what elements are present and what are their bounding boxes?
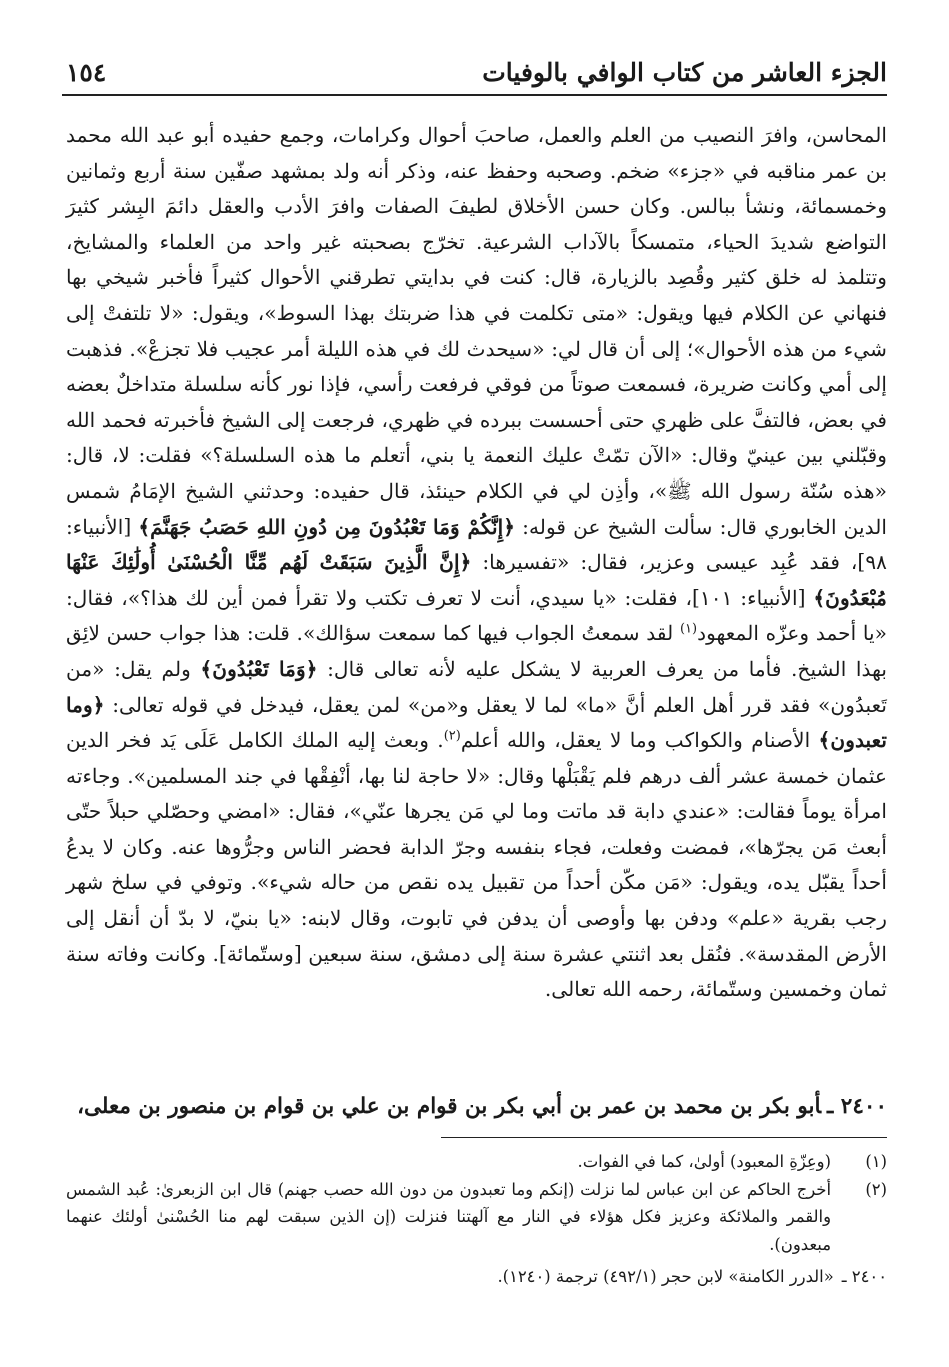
text-segment: ولم يقل: «من تَعبدُون» فقد قرر أهل العلم أنَّ «ما» لما لا يعقل و«من» لمن يعقل، فيدخل في قوله تعالى: [66,656,887,717]
footnote-text: (وعِزّةِ المعبود) أولىٰ، كما في الفوات. [577,1152,831,1171]
entry-source-note [66,1263,887,1291]
footnotes [66,1148,887,1291]
footnote-reference[interactable]: (٢) [443,728,461,744]
main-paragraph [66,118,887,1008]
footnote-reference[interactable]: (١) [679,621,698,637]
text-segment: لقد سمعتُ الجواب فيها كما سمعت سؤالك». قلت: هذا جواب حسن لائِق بهذا الشيخ. فأما من يعرف العربية لا يشكل عليه لأنه تعالى قال: [66,621,887,681]
text-segment: . وبعث إليه الملك الكامل عَلَى يَد فخر الدين عثمان خمسة عشر ألف درهم فلم يَقْبَلْها وقال: «لا حاجة لنا بها، أنْفِقْها في جند المسلمين». وجاءته امرأة يوماً فقالت: «عندي دابة قد ماتت وما لي مَن يجرها عنّي»، فقال: «امضي وحصّلي حبلاً حتّى أبعث مَن يجرّها»، فمضت وفعلت، فجاء بنفسه وجرّ الدابة فحضر الناس وجرُّوها عنه. وكان لا يدعُ أحداً يقبّل يده، ويقول: «مَن مكّن أحداً من تقبيل يده نقص من حاله شيء». وتوفي في سلخ شهر رجب بقرية «علم» ودفن بها وأوصى أن يدفن في تابوت، وقال لابنه: «يا بنيّ، لا بدّ أن أنقل إلى الأرض المقدسة». فنُقل بعد اثنتي عشرة سنة إلى دمشق، سنة سبعين [وستّمائة]. وكانت وفاته سنة ثمان وخمسين وستّمائة، رحمه الله تعالى. [66,728,887,1002]
text-segment: [الأنبياء: ١٠١]، فقلت: «يا سيدي، أنت لا تعرف تكتب ولا تقرأ فمن أين لك هذا؟»، فقال: «يا أحمد وعزّه المعهود [66,585,887,646]
text-segment: المحاسن، وافرَ النصيب من العلم والعمل، صاحبَ أحوال وكرامات، وجمع حفيده أبو عبد الله محمد بن عمر مناقبه في «جزء» ضخم. وصحبه وحفظ عنه، وذكر أنه ولد بمشهد صفّين سنة أربع وثمانين وخمسمائة، ونشأ ببالس. وكان حسن الأخلاق لطيفَ الصفات وافرَ الأدب والعقل دائمَ البِشر كثيرَ التواضع شديدَ الحياء، متمسكاً بالآداب الشرعية. تخرّج بصحبته غير واحد من العلماء والمشايخ، وتتلمذ له خلق كثير وقُصِد بالزيارة، قال: كنت في بدايتي تطرقني الأحوال كثيراً فأخبر شيخي بها فنهاني عن الكلام فيها ويقول: «متى تكلمت في هذا ضربتك بهذا السوط»، ويقول: «لا تلتفتْ إلى شيء من هذه الأحوال»؛ إلى أن قال لي: «سيحدث لك في هذه الليلة أمر عجيب فلا تجزعْ». فذهبت إلى أمي وكانت ضريرة، فسمعت صوتاً من فوقي فرفعت رأسي، فإذا نور كأنه سلسلة متداخلٌ بعضه في بعض، فالتفَّ على ظهري حتى أحسست ببرده في ظهري، فرجعت إلى الشيخ فأخبرته فحمد الله وقبّلني بين عينيّ وقال: «الآن تمّتْ عليك النعمة يا بني، أتعلم ما هذه السلسلة؟» فقلت: لا، قال: «هذه سُنّة رسول الله ﷺ»، وأذِن لي في الكلام حينئذ، قال حفيده: وحدثني الشيخ الإمَامُ شمس الدين الخابوري قال: سألت الشيخ عن قوله: [66,123,887,539]
source-note-text: «الدرر الكامنة» لابن حجر (٤٩٢/١) ترجمة (١٢٤٠). [497,1267,834,1286]
entry-name: أبو بكر بن محمد بن عمر بن أبي بكر بن قوام بن علي بن قوام بن منصور بن معلى، [77,1094,821,1119]
page-number: ١٥٤ [66,57,107,87]
quran-verse: ﴿وَمَا تَعْبُدُونَ﴾ [200,656,318,681]
page-header [66,52,887,92]
footnote-text: أخرج الحاكم عن ابن عباس لما نزلت (إنكم وما تعبدون من دون الله حصب جهنم) قال ابن الزبعرىٰ: عُبد الشمس والقمر والملائكة وعزيز فكل هؤلاء في النار مع آلهتنا فنزلت (إن الذين سبقت لهم منا الحُسْنىٰ أولئك عنهما مبعدون). [66,1179,831,1254]
header-rule [62,94,887,96]
source-note-number: ٢٤٠٠ ـ [841,1267,887,1286]
quran-verse: ﴿وما تعبدون﴾ [66,692,887,753]
text-segment: [الأنبياء: ٩٨]، فقد عُبِد عيسى وعزير، فقال: «تفسيرها: [66,514,887,575]
footnote-number: (١) [865,1152,887,1171]
footnote-number: (٢) [865,1179,887,1199]
quran-verse: ﴿إِنَّ الَّذِينَ سَبَقَتْ لَهُم مِّنَّا الْحُسْنَىٰ أُولَٰئِكَ عَنْهَا مُبْعَدُونَ﴾ [66,550,887,610]
footnote-rule [441,1137,887,1138]
main-text [66,118,887,1008]
entry-number: ٢٤٠٠ ـ [827,1094,887,1119]
text-segment: الأصنام والكواكب وما لا يعقل، والله أعلم [460,728,819,753]
quran-verse: ﴿إِنَّكُمْ وَمَا تَعْبُدُونَ مِن دُونِ اللهِ حَصَبُ جَهَنَّمَ﴾ [138,514,516,539]
footnote [66,1148,887,1176]
running-title: الجزء العاشر من كتاب الوافي بالوفيات [482,57,887,87]
footnote [66,1176,887,1259]
biography-entry-heading [66,1090,887,1124]
